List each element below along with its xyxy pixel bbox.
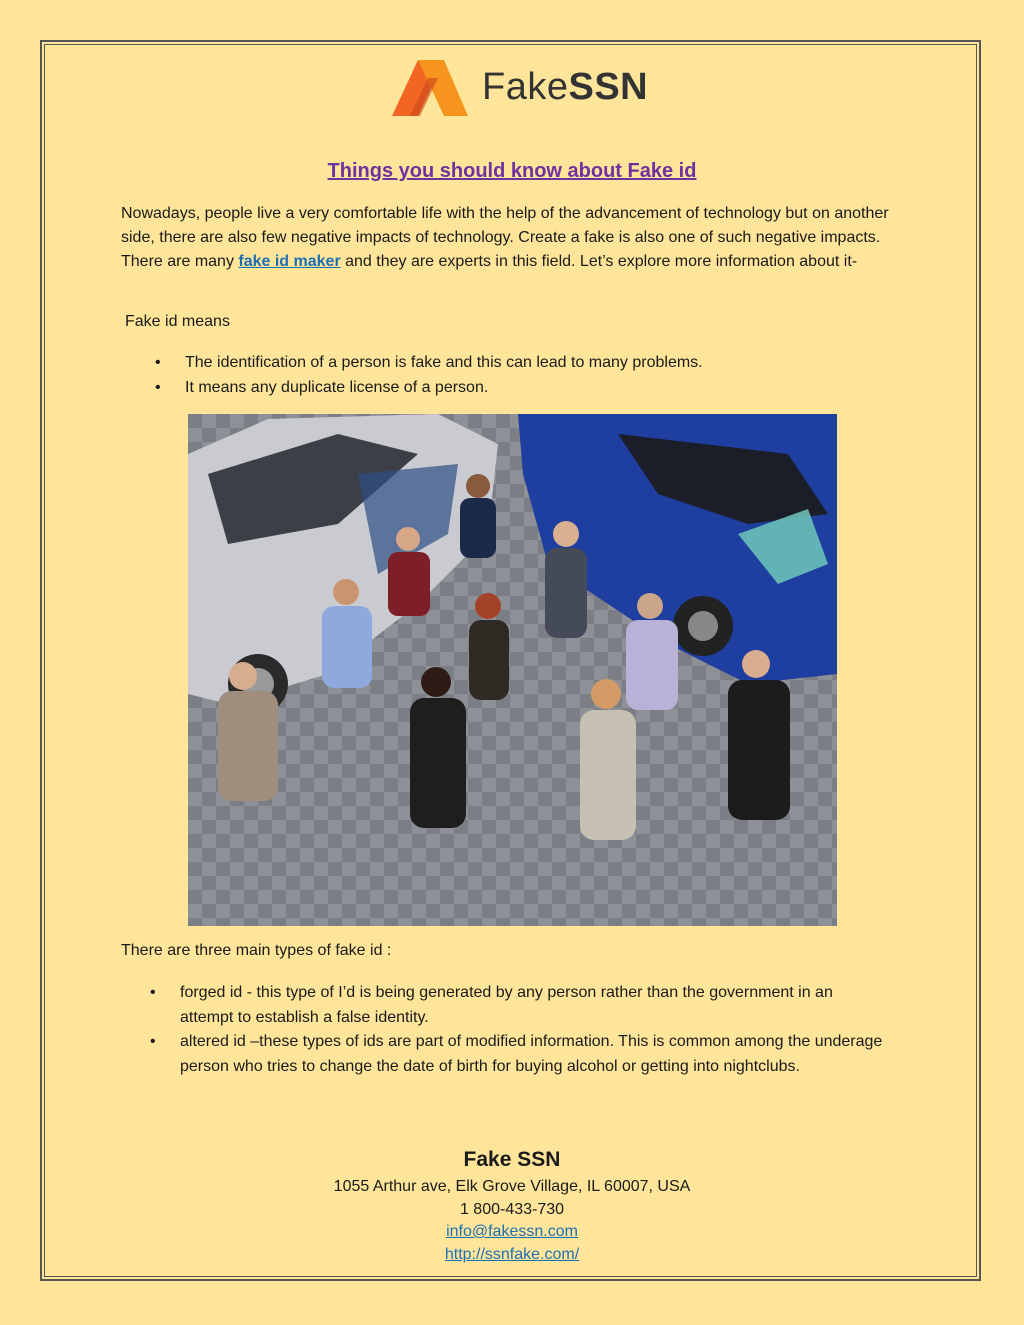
list-item bbox=[155, 350, 703, 375]
bullet-icon: • bbox=[150, 984, 156, 1001]
logo-mark-icon bbox=[392, 58, 468, 116]
fake-id-maker-link[interactable]: fake id maker bbox=[238, 253, 341, 270]
list-item-text: altered id –these types of ids are part of modified information. This is common among the underage person who tries to change the date of birth for buying alcohol or getting into nightclubs. bbox=[180, 1033, 883, 1075]
contact-footer bbox=[0, 1148, 1024, 1266]
fakessn-logo bbox=[392, 58, 648, 116]
website-link[interactable]: http://ssnfake.com/ bbox=[444, 1245, 580, 1263]
logo-text-bold: SSN bbox=[568, 65, 649, 108]
group-photo bbox=[188, 414, 837, 926]
types-heading: There are three main types of fake id : bbox=[121, 942, 392, 959]
intro-text-end: and they are experts in this field. Let’s explore more information about it- bbox=[340, 253, 858, 270]
page-title: Things you should know about Fake id bbox=[327, 160, 697, 182]
company-name: Fake SSN bbox=[463, 1148, 561, 1171]
intro-text-start: Nowadays, people live a very comfortable life with the help of the advancement of technology but on another side, there are also few negative impacts of technology. Create a fake is also one of such negative impacts. There are many bbox=[121, 205, 889, 270]
email-link[interactable]: info@fakessn.com bbox=[446, 1223, 578, 1240]
fake-id-means-heading: Fake id means bbox=[125, 313, 230, 330]
list-item bbox=[150, 1030, 890, 1079]
logo-wordmark bbox=[482, 66, 648, 109]
list-item-text: forged id - this type of I’d is being generated by any person rather than the government in an attempt to establish a false identity. bbox=[180, 984, 833, 1026]
list-item bbox=[155, 375, 703, 400]
address: 1055 Arthur ave, Elk Grove Village, IL 60007, USA bbox=[333, 1178, 691, 1195]
intro-paragraph bbox=[121, 202, 896, 274]
bullet-icon: • bbox=[155, 354, 161, 371]
meaning-list bbox=[155, 350, 703, 400]
list-item bbox=[150, 981, 890, 1030]
bullet-icon: • bbox=[150, 1033, 156, 1050]
list-item-text: It means any duplicate license of a person. bbox=[185, 379, 489, 396]
list-item-text: The identification of a person is fake and this can lead to many problems. bbox=[185, 354, 703, 371]
phone-number: 1 800-433-730 bbox=[459, 1200, 565, 1218]
bullet-icon: • bbox=[155, 379, 161, 396]
types-list bbox=[150, 981, 890, 1079]
logo-text-light: Fake bbox=[482, 65, 569, 108]
